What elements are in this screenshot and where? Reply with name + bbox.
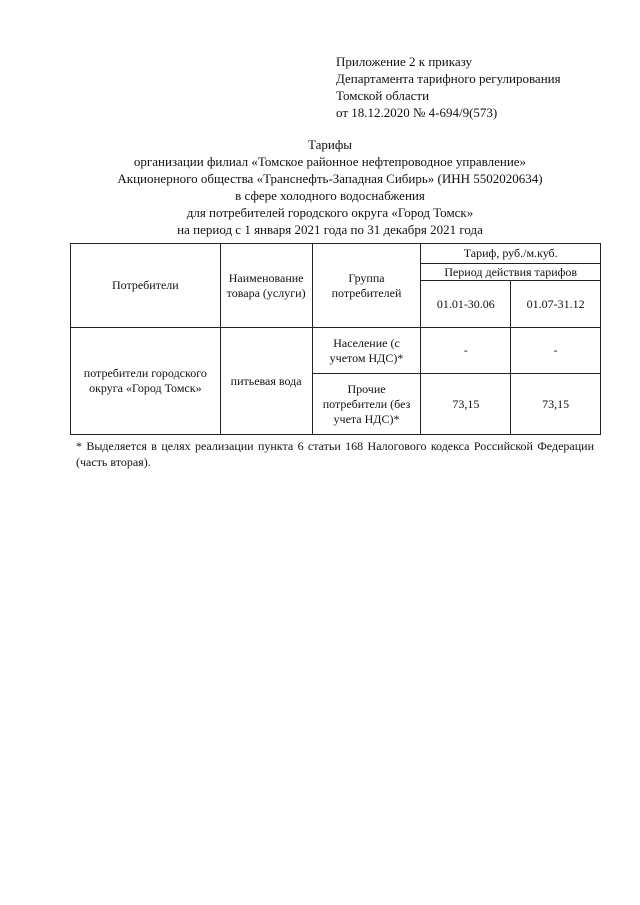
header-tariff: Тариф, руб./м.куб. <box>421 244 601 264</box>
header-line-1: Приложение 2 к приказу <box>336 54 473 69</box>
footnote: * Выделяется в целях реализации пункта 6 статьи 168 Налогового кодекса Российской Федерации (часть вторая). <box>76 439 594 469</box>
tariff-cell: - <box>511 328 601 374</box>
title-line-5: для потребителей городского округа «Город Томск» <box>186 205 474 220</box>
header-line-3: Томской области <box>336 88 430 103</box>
header-period-1: 01.01-30.06 <box>421 281 511 328</box>
header-period: Период действия тарифов <box>421 264 601 281</box>
table-row <box>71 328 601 374</box>
header-product: Наименование товара (услуги) <box>220 244 312 328</box>
header-line-2: Департамента тарифного регулирования <box>336 71 561 86</box>
header-consumers: Потребители <box>71 244 221 328</box>
tariff-table <box>70 243 601 435</box>
title-line-4: в сфере холодного водоснабжения <box>235 188 425 203</box>
consumer-cell: потребители городского округа «Город Томск» <box>71 328 221 435</box>
title-line-1: Тарифы <box>307 137 352 152</box>
order-appendix-header <box>336 53 561 121</box>
group-cell: Прочие потребители (без учета НДС)* <box>312 374 421 435</box>
product-cell: питьевая вода <box>220 328 312 435</box>
group-cell: Население (с учетом НДС)* <box>312 328 421 374</box>
title-line-2: организации филиал «Томское районное нефтепроводное управление» <box>133 154 527 169</box>
title-line-6: на период с 1 января 2021 года по 31 декабря 2021 года <box>177 222 483 237</box>
table-header-row <box>71 244 601 264</box>
document-title <box>60 136 600 238</box>
tariff-cell: 73,15 <box>511 374 601 435</box>
tariff-cell: - <box>421 328 511 374</box>
header-line-4: от 18.12.2020 № 4-694/9(573) <box>336 105 498 120</box>
header-group: Группа потребителей <box>312 244 421 328</box>
title-line-3: Акционерного общества «Транснефть-Западная Сибирь» (ИНН 5502020634) <box>117 171 543 186</box>
header-period-2: 01.07-31.12 <box>511 281 601 328</box>
tariff-cell: 73,15 <box>421 374 511 435</box>
